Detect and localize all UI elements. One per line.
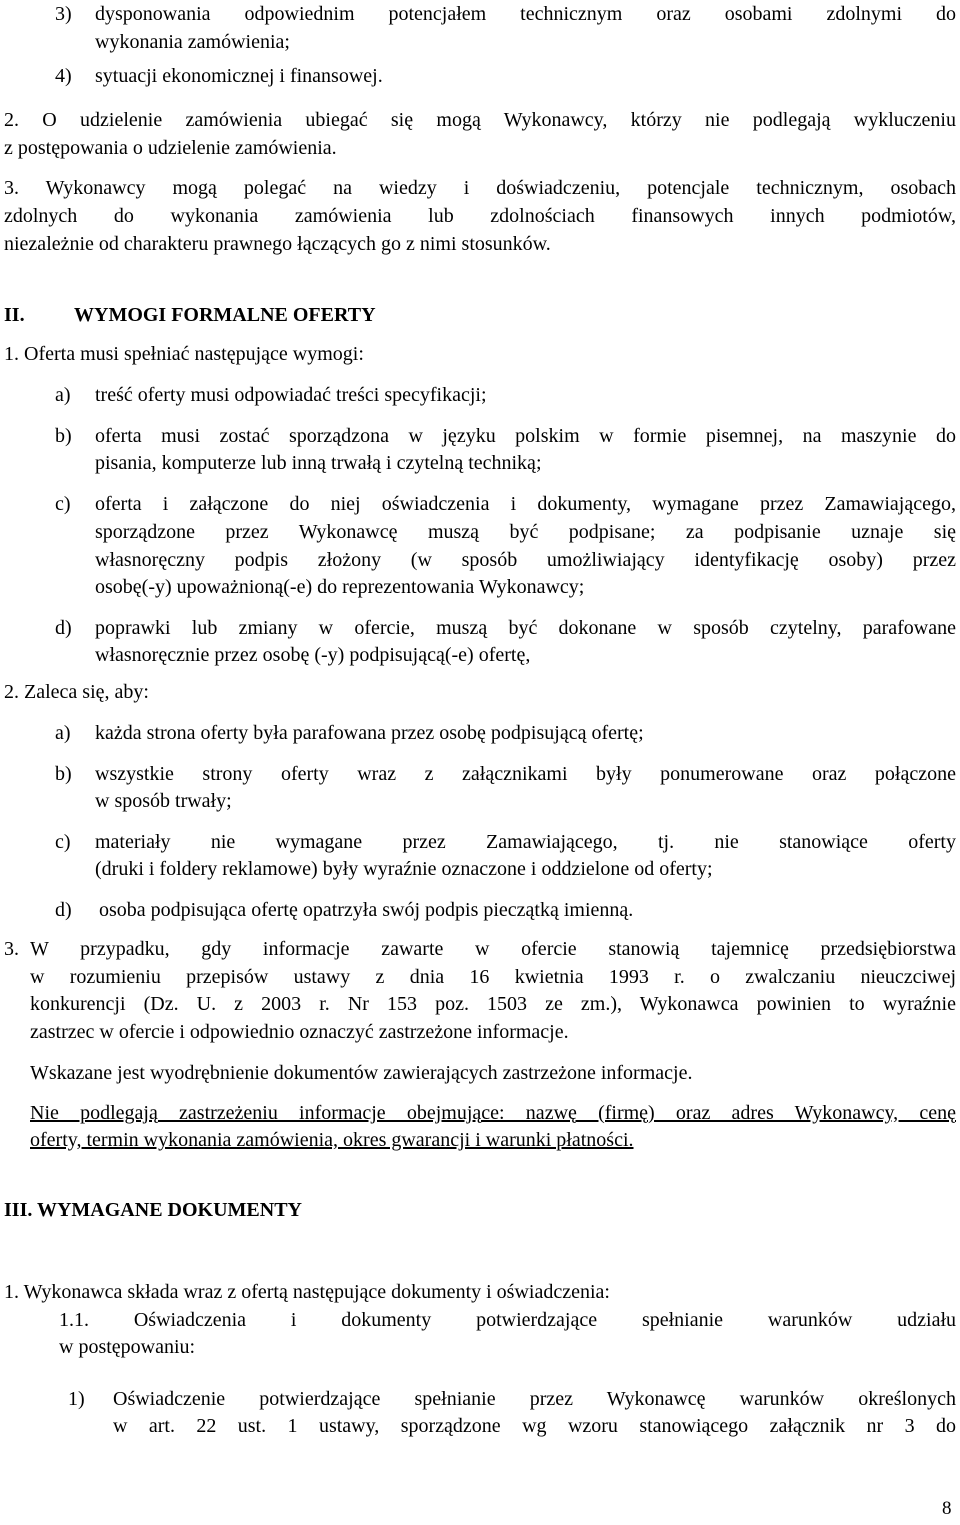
paragraph-line: 2. Zaleca się, aby: bbox=[4, 681, 149, 703]
underlined-notice: oferty, termin wykonania zamówienia, okres gwarancji i warunki płatności. bbox=[30, 1129, 634, 1151]
paragraph-line: 1. Oferta musi spełniać następujące wymogi: bbox=[4, 343, 364, 365]
paragraph-line: W przypadku, gdy informacje zawarte w ofercie stanowią tajemnicę przedsiębiorstwa bbox=[30, 938, 956, 960]
list-label: a) bbox=[55, 384, 71, 406]
paragraph-line: niezależnie od charakteru prawnego łączących go z nimi stosunków. bbox=[4, 233, 551, 255]
list-label: a) bbox=[55, 722, 71, 744]
list-item-text: osoba podpisująca ofertę opatrzyła swój podpis pieczątką imienną. bbox=[99, 899, 634, 921]
paragraph-line: 1. Wykonawca składa wraz z ofertą następujące dokumenty i oświadczenia: bbox=[4, 1281, 610, 1303]
list-item-text: oferta i załączone do niej oświadczenia i dokumenty, wymagane przez Zamawiającego, bbox=[95, 493, 956, 515]
paragraph-line: 3. Wykonawcy mogą polegać na wiedzy i doświadczeniu, potencjale technicznym, osobach bbox=[4, 177, 956, 199]
paragraph-line: 2. O udzielenie zamówienia ubiegać się mogą Wykonawcy, którzy nie podlegają wykluczeniu bbox=[4, 109, 956, 131]
list-item-text: osobę(-y) upoważnioną(-e) do reprezentowania Wykonawcy; bbox=[95, 576, 585, 598]
list-item-text: sporządzone przez Wykonawcę muszą być podpisane; za podpisanie uznaje się bbox=[95, 521, 956, 543]
section-title: III. WYMAGANE DOKUMENTY bbox=[4, 1199, 302, 1221]
list-item-text: sytuacji ekonomicznej i finansowej. bbox=[95, 65, 383, 87]
paragraph-line: konkurencji (Dz. U. z 2003 r. Nr 153 poz. 1503 ze zm.), Wykonawca powinien to wyraźnie bbox=[30, 993, 956, 1015]
underlined-notice: Nie podlegają zastrzeżeniu informacje obejmujące: nazwę (firmę) oraz adres Wykonawcy, cenę bbox=[30, 1102, 956, 1124]
list-label: 1) bbox=[68, 1388, 85, 1410]
list-item-text: w art. 22 ust. 1 ustawy, sporządzone wg wzoru stanowiącego załącznik nr 3 do bbox=[113, 1415, 956, 1437]
page-number: 8 bbox=[942, 1498, 952, 1519]
list-label: c) bbox=[55, 831, 71, 853]
list-item-text: dysponowania odpowiednim potencjałem technicznym oraz osobami zdolnymi do bbox=[95, 3, 956, 25]
paragraph-number: 3. bbox=[4, 938, 19, 960]
list-label: d) bbox=[55, 617, 72, 639]
list-item-text: wykonania zamówienia; bbox=[95, 31, 290, 53]
paragraph-line: zdolnych do wykonania zamówienia lub zdolnościach finansowych innych podmiotów, bbox=[4, 205, 956, 227]
list-label: 3) bbox=[55, 3, 72, 25]
list-label: b) bbox=[55, 763, 72, 785]
paragraph-line: w postępowaniu: bbox=[59, 1336, 196, 1358]
list-item-text: Oświadczenie potwierdzające spełnianie przez Wykonawcę warunków określonych bbox=[113, 1388, 956, 1410]
paragraph-line: 1.1. Oświadczenia i dokumenty potwierdzające spełnianie warunków udziału bbox=[59, 1309, 956, 1331]
paragraph-line: z postępowania o udzielenie zamówienia. bbox=[4, 137, 337, 159]
list-item-text: wszystkie strony oferty wraz z załącznikami były ponumerowane oraz połączone bbox=[95, 763, 956, 785]
list-label: d) bbox=[55, 899, 72, 921]
list-label: b) bbox=[55, 425, 72, 447]
list-label: c) bbox=[55, 493, 71, 515]
list-item-text: własnoręczny podpis złożony (w sposób umożliwiający identyfikację osoby) przez bbox=[95, 549, 956, 571]
paragraph-line: w rozumieniu przepisów ustawy z dnia 16 kwietnia 1993 r. o zwalczaniu nieuczciwej bbox=[30, 966, 956, 988]
list-item-text: treść oferty musi odpowiadać treści specyfikacji; bbox=[95, 384, 487, 406]
section-title: WYMOGI FORMALNE OFERTY bbox=[74, 304, 376, 326]
paragraph-line: zastrzec w ofercie i odpowiednio oznaczyć zastrzeżone informacje. bbox=[30, 1021, 569, 1043]
list-item-text: pisania, komputerze lub inną trwałą i czytelną techniką; bbox=[95, 452, 542, 474]
list-item-text: poprawki lub zmiany w ofercie, muszą być dokonane w sposób czytelny, parafowane bbox=[95, 617, 956, 639]
list-item-text: (druki i foldery reklamowe) były wyraźnie oznaczone i oddzielone od oferty; bbox=[95, 858, 713, 880]
list-item-text: własnoręcznie przez osobę (-y) podpisującą(-e) ofertę, bbox=[95, 644, 531, 666]
paragraph-line: Wskazane jest wyodrębnienie dokumentów zawierających zastrzeżone informacje. bbox=[30, 1062, 693, 1084]
list-label: 4) bbox=[55, 65, 72, 87]
list-item-text: każda strona oferty była parafowana przez osobę podpisującą ofertę; bbox=[95, 722, 644, 744]
list-item-text: materiały nie wymagane przez Zamawiającego, tj. nie stanowiące oferty bbox=[95, 831, 956, 853]
list-item-text: oferta musi zostać sporządzona w języku polskim w formie pisemnej, na maszynie do bbox=[95, 425, 956, 447]
section-number: II. bbox=[4, 304, 25, 326]
list-item-text: w sposób trwały; bbox=[95, 790, 232, 812]
